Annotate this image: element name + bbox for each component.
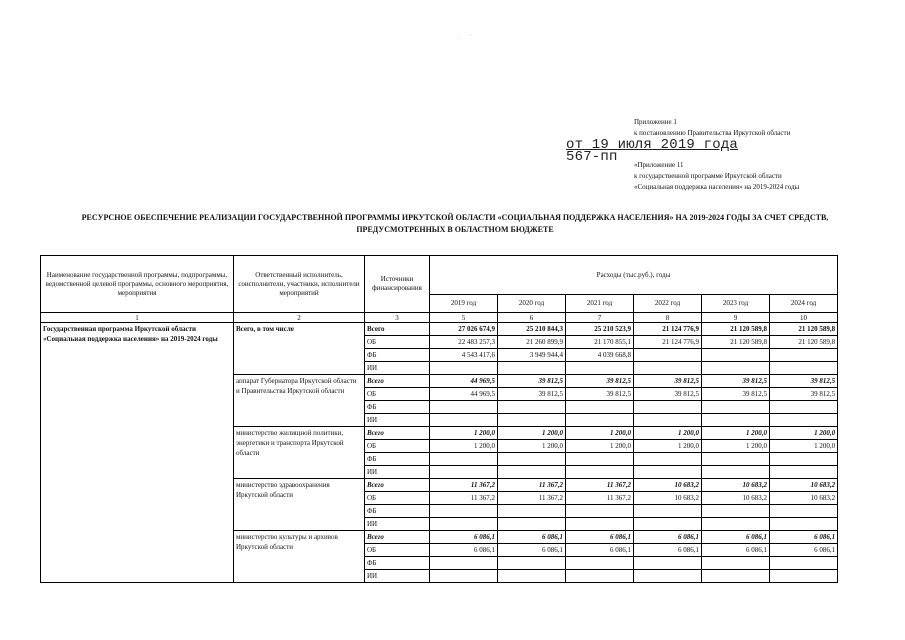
amount-cell: 10 683,2 <box>770 479 838 492</box>
amount-cell: 39 812,5 <box>702 388 770 401</box>
funding-source-cell: ФБ <box>365 557 430 570</box>
header-source: Источники финансирования <box>365 256 430 313</box>
amount-cell: 11 367,2 <box>566 479 634 492</box>
amount-cell: 1 200,0 <box>634 440 702 453</box>
amount-cell <box>770 362 838 375</box>
amount-cell: 21 260 899,9 <box>498 336 566 349</box>
amount-cell <box>498 401 566 414</box>
amount-cell: 1 200,0 <box>430 427 498 440</box>
amount-cell: 11 367,2 <box>498 479 566 492</box>
amount-cell: 4 543 417,6 <box>430 349 498 362</box>
decree-date: от 19 июля 2019 года <box>566 137 739 153</box>
amount-cell: 4 039 668,8 <box>566 349 634 362</box>
amount-cell: 21 120 589,8 <box>770 323 838 336</box>
table-body <box>41 323 838 583</box>
amount-cell <box>566 414 634 427</box>
amount-cell <box>702 557 770 570</box>
amount-cell: 6 086,1 <box>498 531 566 544</box>
amount-cell: 21 120 589,8 <box>702 336 770 349</box>
scan-speck: · <box>458 36 460 42</box>
amount-cell: 6 086,1 <box>634 544 702 557</box>
amount-cell <box>702 453 770 466</box>
amount-cell: 44 969,5 <box>430 375 498 388</box>
amount-cell: 6 086,1 <box>498 544 566 557</box>
amount-cell: 1 200,0 <box>430 440 498 453</box>
amount-cell <box>566 401 634 414</box>
amount-cell <box>634 414 702 427</box>
funding-source-cell: ИИ <box>365 414 430 427</box>
funding-source-cell: Всего <box>365 479 430 492</box>
amount-cell <box>498 362 566 375</box>
amount-cell: 11 367,2 <box>430 479 498 492</box>
decree-number: 567-пп <box>566 149 618 165</box>
amount-cell: 21 170 855,1 <box>566 336 634 349</box>
amount-cell: 22 483 257,3 <box>430 336 498 349</box>
amount-cell <box>498 505 566 518</box>
funding-source-cell: ИИ <box>365 518 430 531</box>
amount-cell <box>498 453 566 466</box>
amount-cell: 11 367,2 <box>498 492 566 505</box>
header-executor: Ответственный исполнитель, соисполнители, участники, исполнители мероприятий <box>234 256 365 313</box>
amount-cell <box>770 518 838 531</box>
amount-cell <box>634 505 702 518</box>
column-number: 5 <box>430 313 498 323</box>
header-year: 2019 год <box>430 295 498 313</box>
amount-cell: 27 026 674,9 <box>430 323 498 336</box>
amount-cell: 11 367,2 <box>430 492 498 505</box>
funding-source-cell: ФБ <box>365 505 430 518</box>
amount-cell <box>702 466 770 479</box>
amount-cell <box>770 570 838 583</box>
amount-cell: 1 200,0 <box>702 440 770 453</box>
funding-source-cell: ИИ <box>365 570 430 583</box>
funding-source-cell: ОБ <box>365 388 430 401</box>
funding-source-cell: ФБ <box>365 349 430 362</box>
amount-cell <box>430 518 498 531</box>
amount-cell <box>430 401 498 414</box>
amount-cell <box>430 414 498 427</box>
amount-cell <box>566 557 634 570</box>
funding-source-cell: ОБ <box>365 492 430 505</box>
amount-cell <box>770 414 838 427</box>
amount-cell: 6 086,1 <box>430 531 498 544</box>
appendix-11-line: «Приложение 11 <box>634 161 684 169</box>
amount-cell <box>702 518 770 531</box>
document-title <box>40 212 870 236</box>
resource-table <box>40 255 838 583</box>
amount-cell: 6 086,1 <box>430 544 498 557</box>
amount-cell <box>770 453 838 466</box>
amount-cell <box>770 505 838 518</box>
header-year: 2020 год <box>498 295 566 313</box>
amount-cell <box>702 362 770 375</box>
appendix-1-line: к постановлению Правительства Иркутской области <box>634 129 791 137</box>
amount-cell: 21 124 776,9 <box>634 336 702 349</box>
amount-cell: 6 086,1 <box>566 544 634 557</box>
amount-cell <box>498 414 566 427</box>
funding-source-cell: ОБ <box>365 440 430 453</box>
title-line: ПРЕДУСМОТРЕННЫХ В ОБЛАСТНОМ БЮДЖЕТЕ <box>356 225 554 234</box>
amount-cell <box>566 362 634 375</box>
column-number: 6 <box>498 313 566 323</box>
amount-cell: 39 812,5 <box>566 388 634 401</box>
amount-cell: 10 683,2 <box>702 492 770 505</box>
amount-cell <box>702 505 770 518</box>
header-year: 2023 год <box>702 295 770 313</box>
amount-cell: 39 812,5 <box>634 375 702 388</box>
amount-cell <box>702 401 770 414</box>
amount-cell: 1 200,0 <box>702 427 770 440</box>
amount-cell: 6 086,1 <box>566 531 634 544</box>
amount-cell <box>634 401 702 414</box>
header-year: 2021 год <box>566 295 634 313</box>
amount-cell <box>634 557 702 570</box>
title-line: РЕСУРСНОЕ ОБЕСПЕЧЕНИЕ РЕАЛИЗАЦИИ ГОСУДАРСТВЕННОЙ ПРОГРАММЫ ИРКУТСКОЙ ОБЛАСТИ «СОЦИАЛЬНАЯ ПОДДЕРЖКА НАСЕЛЕНИЯ» НА 2019-2024 ГОДЫ ЗА СЧЕТ СРЕДСТВ, <box>81 213 829 222</box>
appendix-11-block <box>634 160 799 193</box>
scan-speck: · <box>470 33 472 39</box>
amount-cell <box>566 453 634 466</box>
amount-cell: 6 086,1 <box>634 531 702 544</box>
amount-cell <box>634 453 702 466</box>
amount-cell <box>702 414 770 427</box>
amount-cell: 10 683,2 <box>770 492 838 505</box>
amount-cell: 21 120 589,8 <box>770 336 838 349</box>
executor-cell: аппарат Губернатора Иркутской области и Правительства Иркутской области <box>234 375 365 427</box>
amount-cell <box>566 505 634 518</box>
amount-cell: 44 969,5 <box>430 388 498 401</box>
amount-cell <box>634 349 702 362</box>
amount-cell: 6 086,1 <box>770 531 838 544</box>
amount-cell <box>498 557 566 570</box>
executor-cell: министерство культуры и архивов Иркутской области <box>234 531 365 583</box>
header-year: 2022 год <box>634 295 702 313</box>
amount-cell <box>498 466 566 479</box>
header-year: 2024 год <box>770 295 838 313</box>
amount-cell <box>770 466 838 479</box>
funding-source-cell: ФБ <box>365 401 430 414</box>
header-name: Наименование государственной программы, подпрограммы, ведомственной целевой программы, основного мероприятия, мероприятия <box>41 256 234 313</box>
funding-source-cell: Всего <box>365 531 430 544</box>
amount-cell: 39 812,5 <box>634 388 702 401</box>
amount-cell <box>566 518 634 531</box>
column-number: 2 <box>234 313 365 323</box>
amount-cell: 11 367,2 <box>566 492 634 505</box>
amount-cell: 1 200,0 <box>566 440 634 453</box>
column-number: 10 <box>770 313 838 323</box>
funding-source-cell: ОБ <box>365 544 430 557</box>
amount-cell <box>634 518 702 531</box>
amount-cell: 6 086,1 <box>770 544 838 557</box>
appendix-11-line: к государственной программе Иркутской области <box>634 172 782 180</box>
amount-cell <box>566 466 634 479</box>
column-number: 1 <box>41 313 234 323</box>
column-number: 9 <box>702 313 770 323</box>
amount-cell <box>566 570 634 583</box>
amount-cell: 39 812,5 <box>702 375 770 388</box>
funding-source-cell: ИИ <box>365 362 430 375</box>
amount-cell: 39 812,5 <box>498 388 566 401</box>
executor-cell: Всего, в том числе <box>234 323 365 375</box>
amount-cell: 6 086,1 <box>702 544 770 557</box>
amount-cell <box>702 570 770 583</box>
column-number: 7 <box>566 313 634 323</box>
amount-cell <box>430 453 498 466</box>
amount-cell: 1 200,0 <box>566 427 634 440</box>
amount-cell <box>770 401 838 414</box>
amount-cell <box>430 466 498 479</box>
amount-cell <box>634 466 702 479</box>
amount-cell: 39 812,5 <box>770 375 838 388</box>
executor-cell: министерство жилищной политики, энергетики и транспорта Иркутской области <box>234 427 365 479</box>
amount-cell: 1 200,0 <box>634 427 702 440</box>
amount-cell: 10 683,2 <box>634 479 702 492</box>
funding-source-cell: ИИ <box>365 466 430 479</box>
column-number: 3 <box>365 313 430 323</box>
funding-source-cell: ФБ <box>365 453 430 466</box>
header-expenses: Расходы (тыс.руб.), годы <box>430 256 838 295</box>
amount-cell: 6 086,1 <box>702 531 770 544</box>
amount-cell <box>702 349 770 362</box>
amount-cell <box>634 570 702 583</box>
funding-source-cell: Всего <box>365 323 430 336</box>
table-row <box>41 323 838 336</box>
amount-cell: 10 683,2 <box>702 479 770 492</box>
amount-cell: 21 120 589,8 <box>702 323 770 336</box>
appendix-11-line: «Социальная поддержка населения» на 2019-2024 годы <box>634 183 800 191</box>
amount-cell: 1 200,0 <box>498 440 566 453</box>
funding-source-cell: Всего <box>365 427 430 440</box>
amount-cell: 21 124 776,9 <box>634 323 702 336</box>
amount-cell: 25 210 523,9 <box>566 323 634 336</box>
amount-cell <box>430 557 498 570</box>
amount-cell: 1 200,0 <box>770 440 838 453</box>
column-number: 8 <box>634 313 702 323</box>
amount-cell: 1 200,0 <box>498 427 566 440</box>
amount-cell <box>634 362 702 375</box>
amount-cell <box>430 505 498 518</box>
program-name-cell: Государственная программа Иркутской области «Социальная поддержка населения» на 2019-2024 годы <box>41 323 234 583</box>
executor-cell: министерство здравоохранения Иркутской области <box>234 479 365 531</box>
amount-cell <box>430 362 498 375</box>
funding-source-cell: Всего <box>365 375 430 388</box>
amount-cell: 25 210 844,3 <box>498 323 566 336</box>
amount-cell <box>770 557 838 570</box>
amount-cell: 39 812,5 <box>566 375 634 388</box>
amount-cell: 10 683,2 <box>634 492 702 505</box>
funding-source-cell: ОБ <box>365 336 430 349</box>
amount-cell <box>770 349 838 362</box>
amount-cell: 39 812,5 <box>770 388 838 401</box>
amount-cell: 3 949 944,4 <box>498 349 566 362</box>
amount-cell <box>430 570 498 583</box>
appendix-1-line: Приложение 1 <box>634 118 677 126</box>
amount-cell: 39 812,5 <box>498 375 566 388</box>
amount-cell: 1 200,0 <box>770 427 838 440</box>
amount-cell <box>498 518 566 531</box>
appendix-1-block <box>634 117 790 139</box>
amount-cell <box>498 570 566 583</box>
